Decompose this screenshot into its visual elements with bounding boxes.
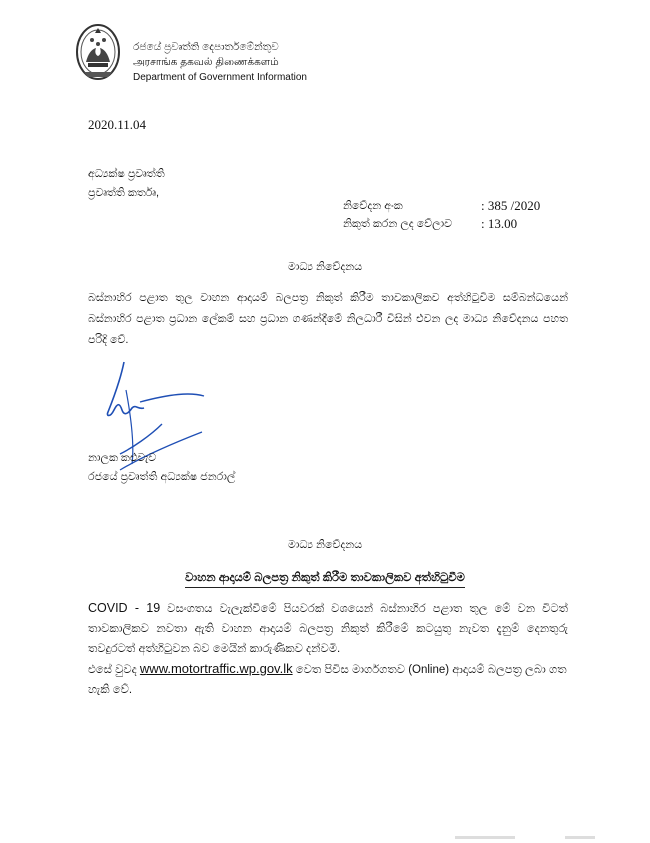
heading-media-release-2: මාධ්‍ය නිවේදනය <box>287 539 363 551</box>
department-name-english: Department of Government Information <box>133 72 307 83</box>
release-number-value: : 385 /2020 <box>481 198 541 213</box>
notice-paragraph-2-start: එසේ වුවද <box>88 664 140 676</box>
notice-paragraph-1 <box>88 598 568 659</box>
issue-time-label: නිකුත් කරන ලද වේලාව <box>343 218 453 230</box>
issue-time-row <box>343 215 540 233</box>
addressee-line-1: අධ්‍යක්ෂ ප්‍රවෘත්ති <box>88 168 165 180</box>
subject-line <box>0 568 650 588</box>
signer-name: නාලක කළුවැව <box>88 452 157 464</box>
notice-paragraph-2-end: ආදායම් බලපත්‍ර ලබා ගත හැකි වේ. <box>88 664 567 696</box>
release-number-label: නිවේදන අංක <box>343 200 403 212</box>
department-name-tamil: அரசாங்க தகவல் திணைக்களம் <box>133 56 279 68</box>
covid-term: COVID - 19 <box>88 601 161 615</box>
notice-paragraph-2 <box>88 659 568 700</box>
intro-paragraph: බස්නාහිර පළාත තුල වාහන ආදායම් බලපත්‍ර නිකුත් කිරීම තාවකාලිකව අත්හිටුවීම සම්බන්ධයෙන් බස්නාහිර පළාත ප්‍රධාන ලේකම් සහ ප්‍රධාන ගණන්දීමේ නිලධාරී විසින් එවන ලද මාධ්‍ය නිවේදනය පහත පරිදි වේ. <box>88 292 568 346</box>
signer-block <box>88 449 235 487</box>
online-term: (Online) <box>408 664 450 676</box>
signer-title: රජයේ ප්‍රවෘත්ති අධ්‍යක්ෂ ජනරාල් <box>88 471 236 483</box>
motor-traffic-website-link[interactable]: www.motortraffic.wp.gov.lk <box>139 661 293 676</box>
document-date: 2020.11.04 <box>88 117 147 132</box>
notice-paragraph-2-mid: වෙත පිවිස මාර්ගගතව <box>292 664 409 676</box>
department-letterhead <box>133 40 307 85</box>
addressee-line-2: ප්‍රවෘත්ති කර්තෘ, <box>88 187 160 199</box>
sri-lanka-government-emblem <box>74 22 122 84</box>
notice-paragraph-1-text: වසංගතය වැලැක්වීමේ පියවරක් වශයෙන් බස්නාහිර පළාත තුල මේ වන විටත් තාවකාලිකව නවතා ඇති වාහන ආදායම් බලපත්‍ර නිකුත් කිරීමේ කටයුතු නැවත දැනුම් දෙනතුරු තවදුරටත් අත්හිටුවන බව මෙයින් කාරුණිකව දන්වමි. <box>88 603 568 655</box>
cropped-footer <box>0 834 650 843</box>
department-name-sinhala: රජයේ ප්‍රවෘත්ති දෙපාර්තමේන්තුව <box>133 41 279 53</box>
reference-block <box>343 197 540 233</box>
heading-media-release: මාධ්‍ය නිවේදනය <box>287 261 363 273</box>
addressee-block <box>88 165 165 203</box>
issue-time-value: : 13.00 <box>481 216 518 231</box>
subject-text: වාහන ආදායම් බලපත්‍ර නිකුත් කිරීම තාවකාලිකව අත්හිටුවීම <box>185 572 465 588</box>
release-number-row <box>343 197 540 215</box>
